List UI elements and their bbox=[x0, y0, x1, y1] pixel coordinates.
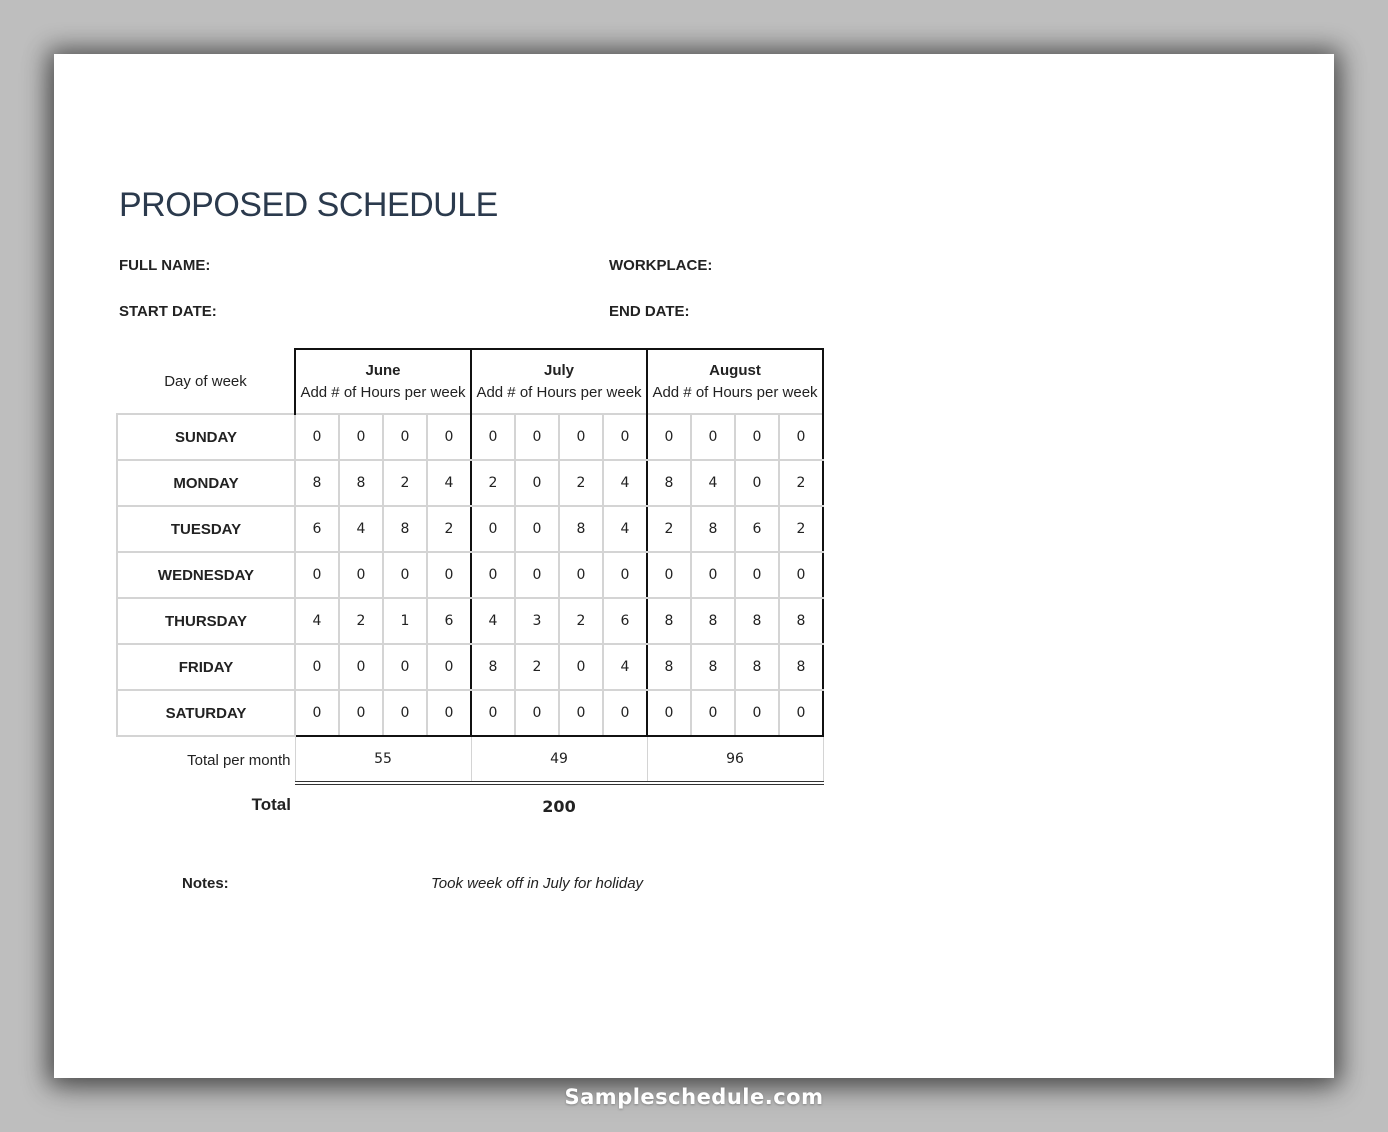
hours-cell: 0 bbox=[471, 552, 515, 598]
hours-cell: 0 bbox=[779, 552, 823, 598]
table-row bbox=[117, 460, 823, 506]
hours-cell: 0 bbox=[515, 690, 559, 736]
hours-cell: 0 bbox=[295, 690, 339, 736]
table-header-row bbox=[117, 349, 823, 414]
hours-cell: 8 bbox=[691, 506, 735, 552]
start-date-label: START DATE: bbox=[119, 303, 217, 320]
day-name-cell: MONDAY bbox=[117, 460, 295, 506]
day-name-cell: SATURDAY bbox=[117, 690, 295, 736]
hours-cell: 0 bbox=[691, 414, 735, 460]
month-subtitle: Add # of Hours per week bbox=[476, 383, 642, 401]
hours-cell: 0 bbox=[427, 552, 471, 598]
hours-cell: 6 bbox=[427, 598, 471, 644]
month-subtitle: Add # of Hours per week bbox=[652, 383, 818, 401]
hours-cell: 4 bbox=[339, 506, 383, 552]
hours-cell: 0 bbox=[735, 552, 779, 598]
hours-cell: 4 bbox=[603, 644, 647, 690]
table-row bbox=[117, 690, 823, 736]
day-name-cell: TUESDAY bbox=[117, 506, 295, 552]
hours-cell: 1 bbox=[383, 598, 427, 644]
table-row bbox=[117, 552, 823, 598]
hours-cell: 2 bbox=[779, 506, 823, 552]
hours-cell: 0 bbox=[647, 552, 691, 598]
hours-cell: 8 bbox=[559, 506, 603, 552]
hours-cell: 0 bbox=[603, 552, 647, 598]
hours-cell: 0 bbox=[427, 414, 471, 460]
hours-cell: 8 bbox=[647, 460, 691, 506]
page-title: PROPOSED SCHEDULE bbox=[119, 186, 498, 224]
hours-cell: 4 bbox=[603, 460, 647, 506]
hours-cell: 8 bbox=[647, 598, 691, 644]
hours-cell: 6 bbox=[295, 506, 339, 552]
hours-cell: 2 bbox=[515, 644, 559, 690]
month-header-june bbox=[295, 349, 471, 414]
hours-cell: 0 bbox=[559, 414, 603, 460]
hours-cell: 0 bbox=[427, 690, 471, 736]
hours-cell: 0 bbox=[471, 414, 515, 460]
day-of-week-header: Day of week bbox=[164, 372, 247, 390]
hours-cell: 2 bbox=[383, 460, 427, 506]
hours-cell: 0 bbox=[515, 414, 559, 460]
hours-cell: 0 bbox=[471, 690, 515, 736]
day-name-cell: THURSDAY bbox=[117, 598, 295, 644]
hours-cell: 0 bbox=[779, 414, 823, 460]
hours-cell: 0 bbox=[647, 690, 691, 736]
end-date-label: END DATE: bbox=[609, 303, 690, 320]
hours-cell: 8 bbox=[735, 644, 779, 690]
hours-cell: 0 bbox=[735, 414, 779, 460]
hours-cell: 2 bbox=[559, 598, 603, 644]
full-name-label: FULL NAME: bbox=[119, 257, 211, 274]
table-row bbox=[117, 644, 823, 690]
month-name: August bbox=[709, 361, 761, 379]
hours-cell: 0 bbox=[691, 690, 735, 736]
month-header-july bbox=[471, 349, 647, 414]
notes-text: Took week off in July for holiday bbox=[431, 875, 644, 892]
hours-cell: 0 bbox=[339, 644, 383, 690]
hours-cell: 4 bbox=[427, 460, 471, 506]
hours-cell: 8 bbox=[779, 644, 823, 690]
total-per-month-row bbox=[117, 736, 823, 783]
hours-cell: 8 bbox=[691, 598, 735, 644]
hours-cell: 0 bbox=[603, 414, 647, 460]
hours-cell: 8 bbox=[691, 644, 735, 690]
hours-cell: 8 bbox=[339, 460, 383, 506]
hours-cell: 4 bbox=[691, 460, 735, 506]
table-row bbox=[117, 598, 823, 644]
hours-cell: 0 bbox=[383, 414, 427, 460]
hours-cell: 6 bbox=[735, 506, 779, 552]
hours-cell: 2 bbox=[339, 598, 383, 644]
hours-cell: 0 bbox=[779, 690, 823, 736]
hours-cell: 4 bbox=[603, 506, 647, 552]
hours-cell: 0 bbox=[559, 690, 603, 736]
hours-cell: 0 bbox=[603, 690, 647, 736]
august-total: 96 bbox=[647, 736, 823, 783]
hours-cell: 0 bbox=[383, 552, 427, 598]
hours-cell: 0 bbox=[735, 460, 779, 506]
hours-cell: 6 bbox=[603, 598, 647, 644]
hours-cell: 8 bbox=[471, 644, 515, 690]
hours-cell: 0 bbox=[383, 644, 427, 690]
total-label: Total bbox=[251, 795, 291, 814]
table-row bbox=[117, 506, 823, 552]
hours-cell: 0 bbox=[471, 506, 515, 552]
hours-cell: 2 bbox=[559, 460, 603, 506]
hours-cell: 2 bbox=[779, 460, 823, 506]
month-name: June bbox=[365, 361, 401, 379]
day-name-cell: WEDNESDAY bbox=[117, 552, 295, 598]
june-total: 55 bbox=[295, 736, 471, 783]
hours-cell: 0 bbox=[515, 506, 559, 552]
hours-cell: 0 bbox=[559, 552, 603, 598]
hours-cell: 2 bbox=[647, 506, 691, 552]
watermark-text: Sampleschedule.com bbox=[564, 1085, 824, 1109]
hours-cell: 0 bbox=[735, 690, 779, 736]
hours-cell: 0 bbox=[295, 552, 339, 598]
hours-cell: 2 bbox=[427, 506, 471, 552]
hours-cell: 0 bbox=[339, 552, 383, 598]
grand-total-value: 200 bbox=[542, 796, 576, 816]
hours-cell: 4 bbox=[295, 598, 339, 644]
hours-cell: 0 bbox=[427, 644, 471, 690]
month-subtitle: Add # of Hours per week bbox=[300, 383, 466, 401]
day-name-cell: SUNDAY bbox=[117, 414, 295, 460]
hours-cell: 0 bbox=[515, 460, 559, 506]
july-total: 49 bbox=[471, 736, 647, 783]
hours-cell: 8 bbox=[383, 506, 427, 552]
hours-cell: 8 bbox=[735, 598, 779, 644]
month-name: July bbox=[543, 361, 574, 379]
workplace-label: WORKPLACE: bbox=[609, 257, 713, 274]
grand-total-row bbox=[117, 783, 823, 827]
table-row bbox=[117, 414, 823, 460]
hours-cell: 0 bbox=[295, 644, 339, 690]
hours-cell: 2 bbox=[471, 460, 515, 506]
hours-cell: 8 bbox=[295, 460, 339, 506]
hours-cell: 0 bbox=[339, 414, 383, 460]
hours-cell: 0 bbox=[383, 690, 427, 736]
hours-cell: 0 bbox=[691, 552, 735, 598]
document-page bbox=[54, 54, 1334, 1078]
day-name-cell: FRIDAY bbox=[117, 644, 295, 690]
total-per-month-label: Total per month bbox=[187, 751, 291, 769]
hours-cell: 0 bbox=[339, 690, 383, 736]
month-header-august bbox=[647, 349, 823, 414]
hours-cell: 4 bbox=[471, 598, 515, 644]
schedule-table bbox=[116, 348, 824, 827]
hours-cell: 0 bbox=[295, 414, 339, 460]
hours-cell: 8 bbox=[647, 644, 691, 690]
notes-label: Notes: bbox=[182, 875, 229, 892]
hours-cell: 3 bbox=[515, 598, 559, 644]
hours-cell: 0 bbox=[647, 414, 691, 460]
hours-cell: 0 bbox=[559, 644, 603, 690]
hours-cell: 8 bbox=[779, 598, 823, 644]
hours-cell: 0 bbox=[515, 552, 559, 598]
